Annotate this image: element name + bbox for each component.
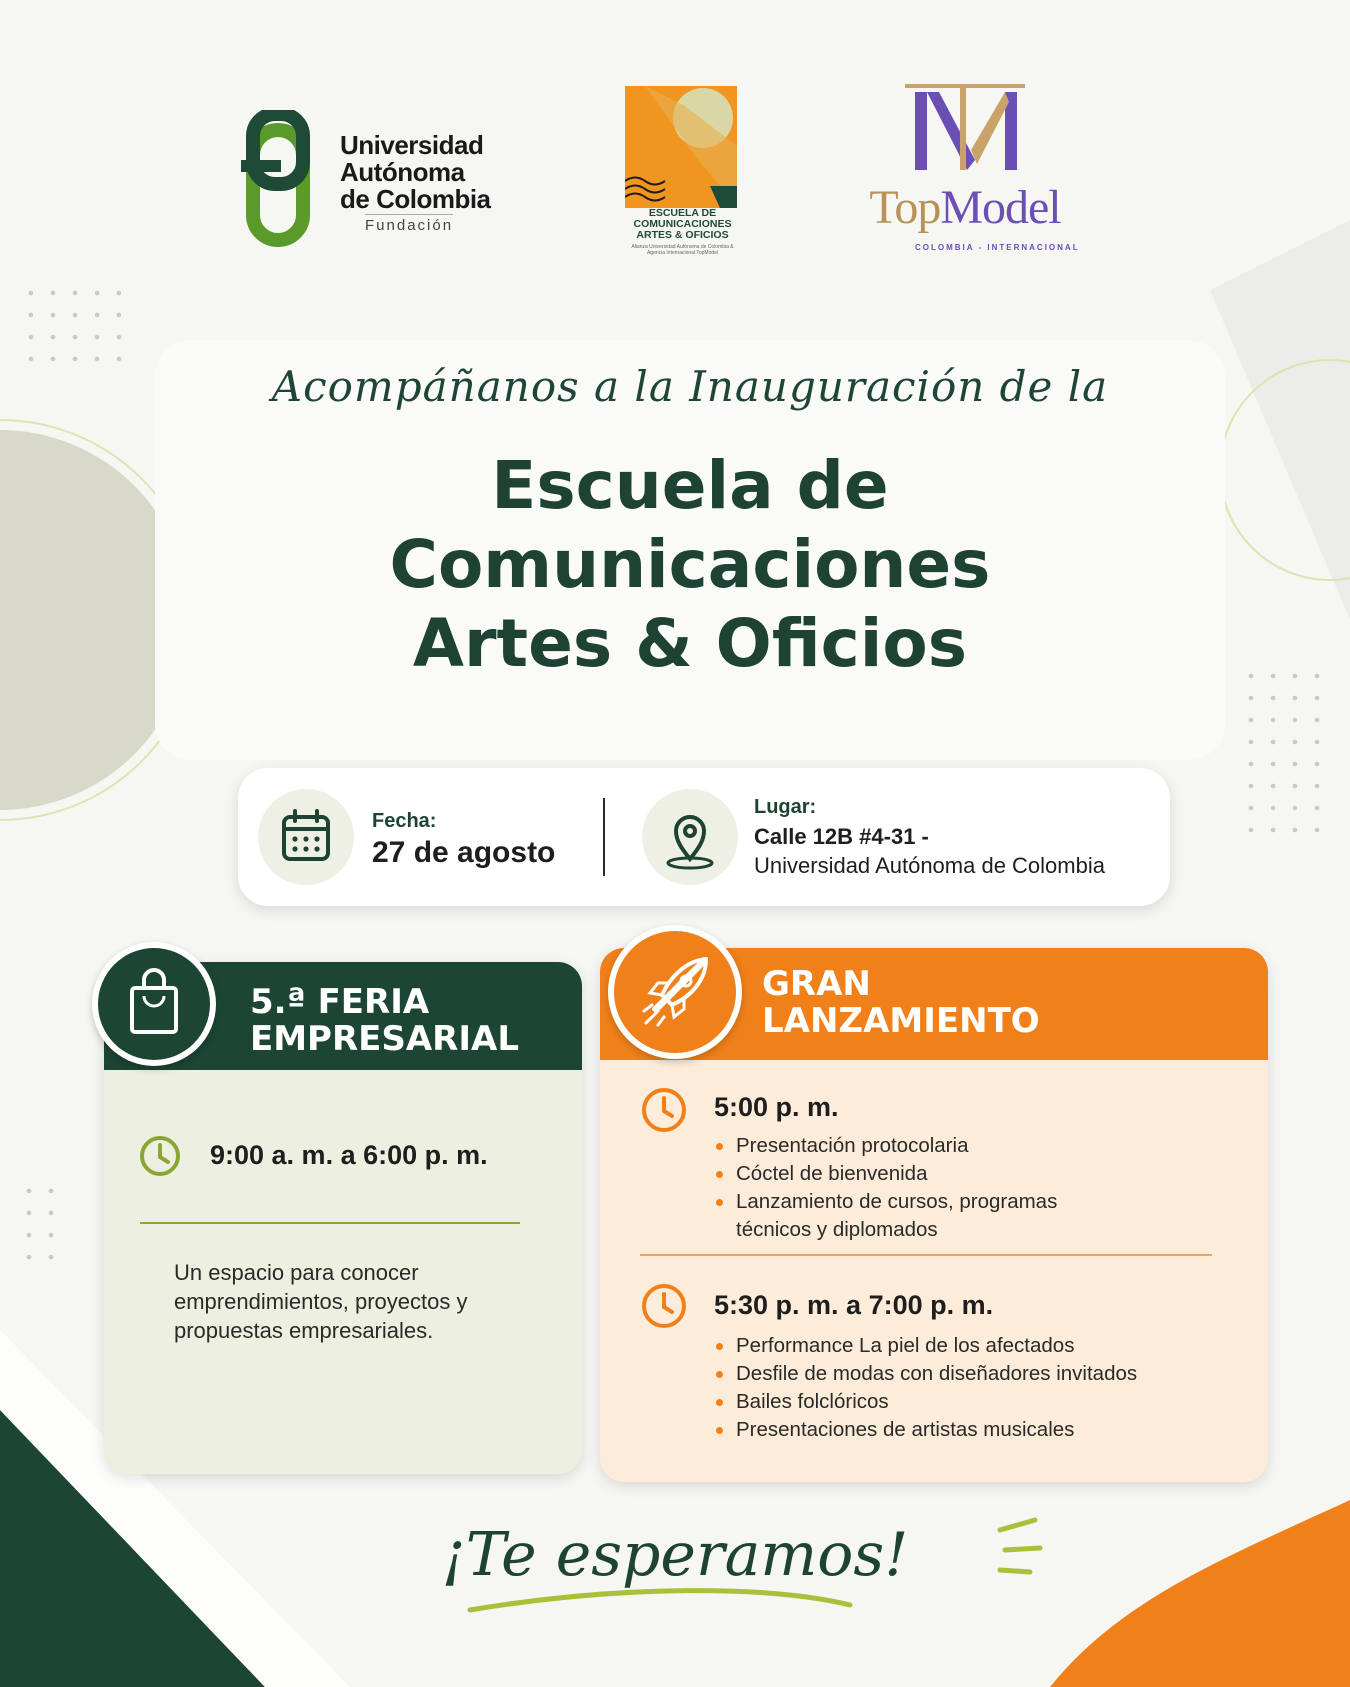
title-card (155, 340, 1225, 760)
lanzamiento-title-line-2: LANZAMIENTO (762, 1001, 1040, 1041)
date-value: 27 de agosto (372, 836, 556, 869)
title-line-3: Artes & Oficios (412, 605, 968, 682)
lanzamiento-title-line-1: GRAN (762, 964, 871, 1004)
list-item: Desfile de modas con diseñadores invitados (714, 1360, 1214, 1388)
clock-icon (640, 1282, 688, 1330)
clock-icon (138, 1134, 182, 1178)
rocket-badge (608, 925, 742, 1059)
place-line-2: Universidad Autónoma de Colombia (754, 853, 1105, 878)
topmodel-name-a: Top (869, 181, 941, 234)
rocket-icon (614, 931, 736, 1053)
topmodel-name-b: Model (940, 181, 1061, 234)
list-item: Bailes folclóricos (714, 1388, 1214, 1416)
page-title (155, 446, 1225, 683)
uac-line3: de Colombia (340, 184, 491, 214)
shopping-bag-icon (98, 948, 210, 1060)
uac-subtitle: Fundación (365, 214, 453, 234)
feria-time: 9:00 a. m. a 6:00 p. m. (210, 1140, 488, 1170)
list-item: Presentaciones de artistas musicales (714, 1416, 1214, 1444)
list-item: Cóctel de bienvenida (714, 1160, 1154, 1188)
escuela-logo (625, 86, 737, 261)
dot-pattern (18, 1180, 68, 1270)
dot-pattern (20, 282, 130, 372)
divider (603, 798, 605, 876)
session1-time: 5:00 p. m. (714, 1092, 839, 1122)
place-line-1: Calle 12B #4-31 - (754, 824, 929, 849)
feria-title (250, 984, 519, 1058)
location-pin-icon (642, 789, 738, 885)
footer-text: ¡Te esperamos! (441, 1520, 909, 1590)
dot-pattern (1240, 665, 1330, 845)
lanzamiento-title (762, 966, 1040, 1040)
calendar-icon-circle (258, 789, 354, 885)
intro-text: Acompáñanos a la Inauguración de la (271, 362, 1109, 411)
list-item: Lanzamiento de cursos, programas técnicos y diplomados (714, 1188, 1106, 1244)
feria-divider (140, 1222, 520, 1224)
session1-list (714, 1132, 1154, 1244)
list-item: Presentación protocolaria (714, 1132, 1154, 1160)
shopping-bag-badge (92, 942, 216, 1066)
info-bar (238, 768, 1170, 906)
feria-title-line-1: 5.ª FERIA (250, 982, 430, 1022)
title-line-1: Escuela de (491, 447, 889, 524)
uac-logo (235, 110, 505, 250)
list-item: Performance La piel de los afectados (714, 1332, 1214, 1360)
uac-line2: Autónoma (340, 157, 465, 187)
escuela-logo-label: ESCUELA DE COMUNICACIONES ARTES & OFICIOS (633, 207, 732, 241)
topmodel-subtitle: COLOMBIA - INTERNACIONAL (915, 243, 1080, 252)
place-label: Lugar: (754, 796, 817, 818)
date-label: Fecha: (372, 810, 437, 832)
uac-line1: Universidad (340, 130, 484, 160)
feria-description: Un espacio para conocer emprendimientos, proyectos y propuestas empresariales. (174, 1260, 468, 1343)
feria-title-line-2: EMPRESARIAL (250, 1019, 519, 1059)
lanzamiento-divider (640, 1254, 1212, 1256)
session2-time: 5:30 p. m. a 7:00 p. m. (714, 1290, 994, 1320)
session2-list (714, 1332, 1214, 1444)
clock-icon (640, 1086, 688, 1134)
location-icon-circle (642, 789, 738, 885)
calendar-icon (258, 789, 354, 885)
topmodel-logo (845, 80, 1085, 255)
title-line-2: Comunicaciones (389, 526, 991, 603)
escuela-logo-tagline: Alianza Universidad Autónoma de Colombia & Agencia Internacional TopModel (631, 244, 734, 256)
